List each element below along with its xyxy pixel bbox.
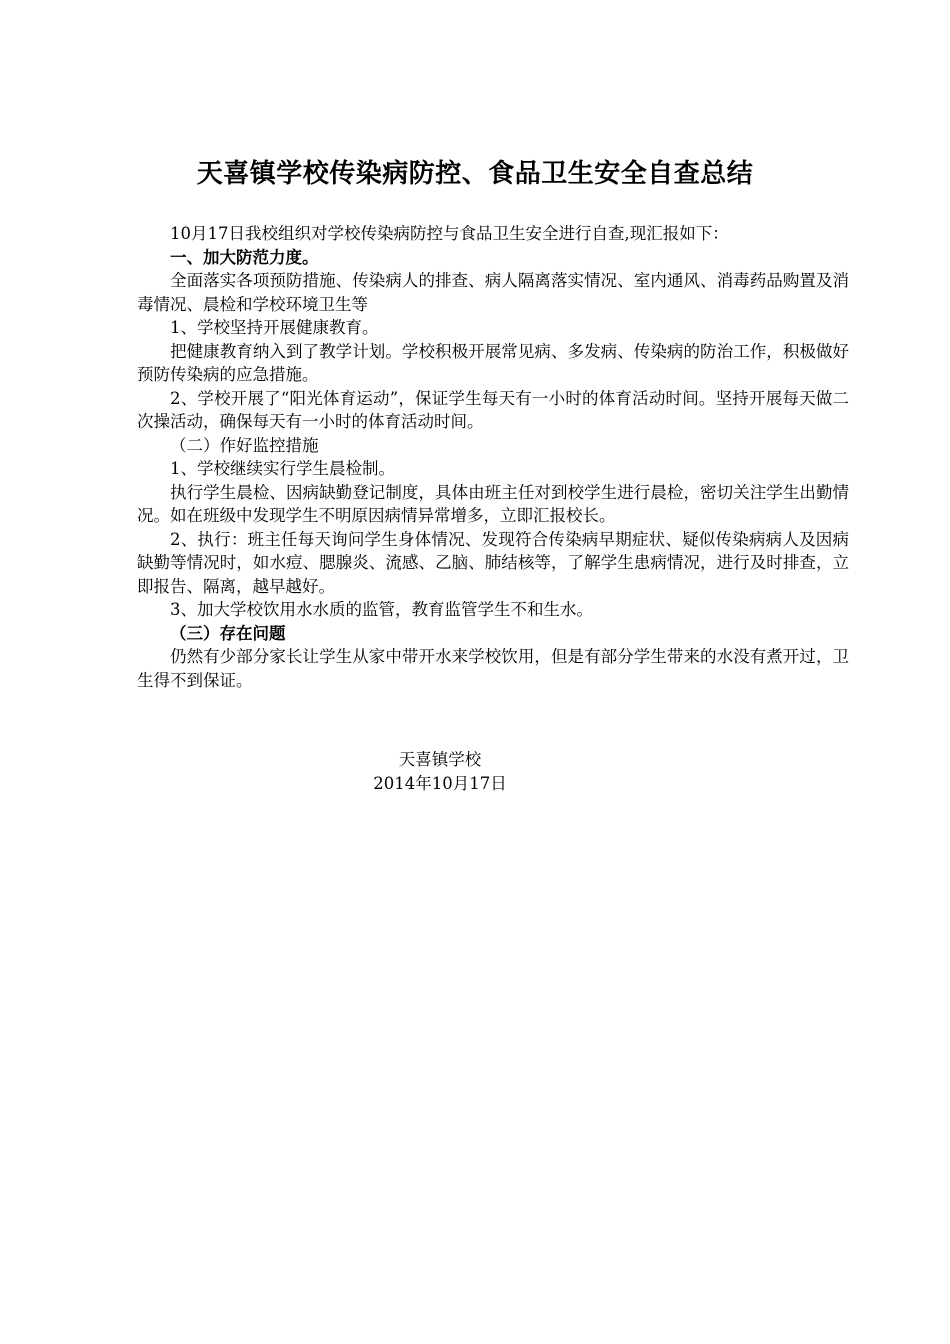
item-health-education: 1、学校坚持开展健康教育。 [170, 318, 379, 337]
item-execution: 2、执行：班主任每天询问学生身体情况、发现符合传染病早期症状、疑似传染病病人及因病缺勤等情况时，如水痘、腮腺炎、流感、乙脑、肺结核等，了解学生患病情况，进行及时排查，立即报告、隔离，越早越好。 [137, 529, 849, 596]
section-heading-1: 一、加大防范力度。 [170, 247, 319, 267]
section-heading-2: （二）作好监控措施 [170, 435, 319, 455]
intro-paragraph: 10月17日我校组织对学校传染病防控与食品卫生安全进行自查,现汇报如下： [170, 224, 729, 243]
signature-date: 2014年10月17日 [373, 773, 507, 793]
document-title: 天喜镇学校传染病防控、食品卫生安全自查总结 [196, 159, 754, 189]
item-sunshine-sports: 2、学校开展了“阳光体育运动”，保证学生每天有一小时的体育活动时间。坚持开展每天做二次操活动，确保每天有一小时的体育活动时间。 [137, 388, 849, 431]
paragraph-prevention-measures: 全面落实各项预防措施、传染病人的排查、病人隔离落实情况、室内通风、消毒药品购置及消毒情况、晨检和学校环境卫生等 [137, 271, 849, 314]
section-heading-3: （三）存在问题 [170, 623, 286, 643]
signature-org: 天喜镇学校 [398, 750, 482, 769]
paragraph-morning-check: 执行学生晨检、因病缺勤登记制度，具体由班主任对到校学生进行晨检，密切关注学生出勤情况。如在班级中发现学生不明原因病情异常增多，立即汇报校长。 [137, 482, 849, 525]
document-body [137, 222, 849, 692]
signature-block [0, 748, 880, 795]
paragraph-health-education: 把健康教育纳入到了教学计划。学校积极开展常见病、多发病、传染病的防治工作，积极做好预防传染病的应急措施。 [137, 341, 849, 384]
paragraph-problems: 仍然有少部分家长让学生从家中带开水来学校饮用，但是有部分学生带来的水没有煮开过，卫生得不到保证。 [137, 647, 849, 690]
item-morning-check: 1、学校继续实行学生晨检制。 [170, 459, 395, 478]
item-water-quality: 3、加大学校饮用水水质的监管，教育监管学生不和生水。 [170, 600, 593, 619]
